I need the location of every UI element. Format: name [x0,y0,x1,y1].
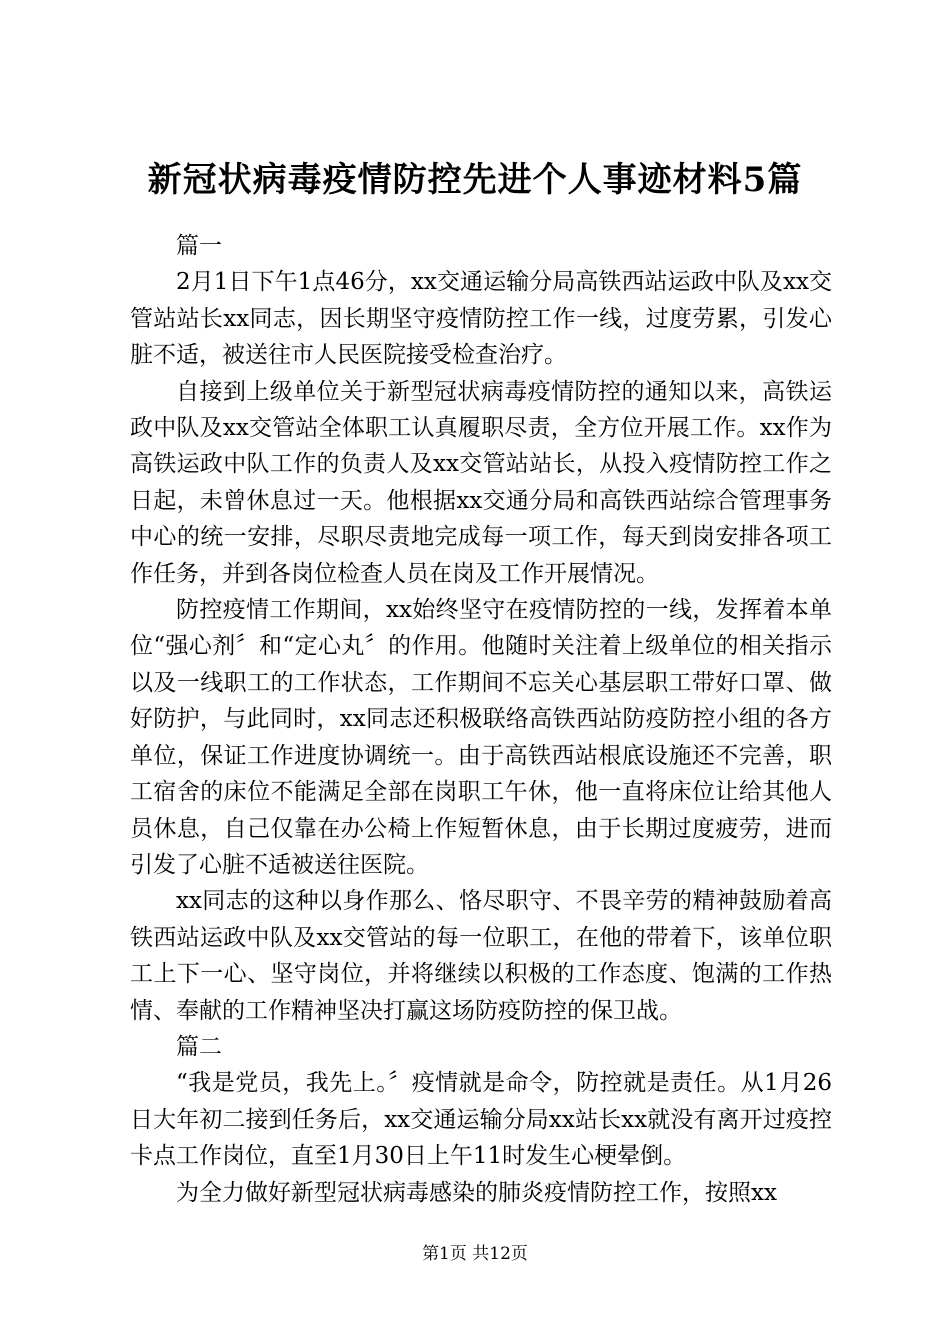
paragraph: 自接到上级单位关于新型冠状病毒疫情防控的通知以来，高铁运政中队及xx交管站全体职工认真履职尽责，全方位开展工作。xx作为高铁运政中队工作的负责人及xx交管站站长，从投入疫情防控工作之日起，未曾休息过一天。他根据xx交通分局和高铁西站综合管理事务中心的统一安排，尽职尽责地完成每一项工作，每天到岗安排各项工作任务，并到各岗位检查人员在岗及工作开展情况。 [130,378,832,587]
paragraph: xx同志的这种以身作那么、恪尽职守、不畏辛劳的精神鼓励着高铁西站运政中队及xx交管站的每一位职工，在他的带着下，该单位职工上下一心、坚守岗位，并将继续以积极的工作态度、饱满的工作热情、奉献的工作精神坚决打赢这场防疫防控的保卫战。 [130,888,832,1024]
paragraph: “我是党员，我先上。〞疫情就是命令，防控就是责任。从1月26日大年初二接到任务后，xx交通运输分局xx站长xx就没有离开过疫控卡点工作岗位，直至1月30日上午11时发生心梗晕倒。 [130,1070,832,1170]
paragraph: 防控疫情工作期间，xx始终坚守在疫情防控的一线，发挥着本单位“强心剂〞和“定心丸〞的作用。他随时关注着上级单位的相关指示以及一线职工的工作状态，工作期间不忘关心基层职工带好口罩、做好防护，与此同时，xx同志还积极联络高铁西站防疫防控小组的各方单位，保证工作进度协调统一。由于高铁西站根底设施还不完善，职工宿舍的床位不能满足全部在岗职工午休，他一直将床位让给其他人员休息，自己仅靠在办公椅上作短暂休息，由于长期过度疲劳，进而引发了心脏不适被送往医院。 [130,597,832,878]
page-number-footer: 第1页 共12页 [422,1244,528,1264]
paragraph: 2月1日下午1点46分，xx交通运输分局高铁西站运政中队及xx交管站站长xx同志，因长期坚守疫情防控工作一线，过度劳累，引发心脏不适，被送往市人民医院接受检查治疗。 [130,269,832,369]
section-heading: 篇一 [176,233,222,259]
document-title: 新冠状病毒疫情防控先进个人事迹材料5篇 [147,160,803,200]
section-heading: 篇二 [176,1033,222,1060]
paragraph: 为全力做好新型冠状病毒感染的肺炎疫情防控工作，按照xx [176,1179,777,1206]
document-body [130,228,832,1211]
